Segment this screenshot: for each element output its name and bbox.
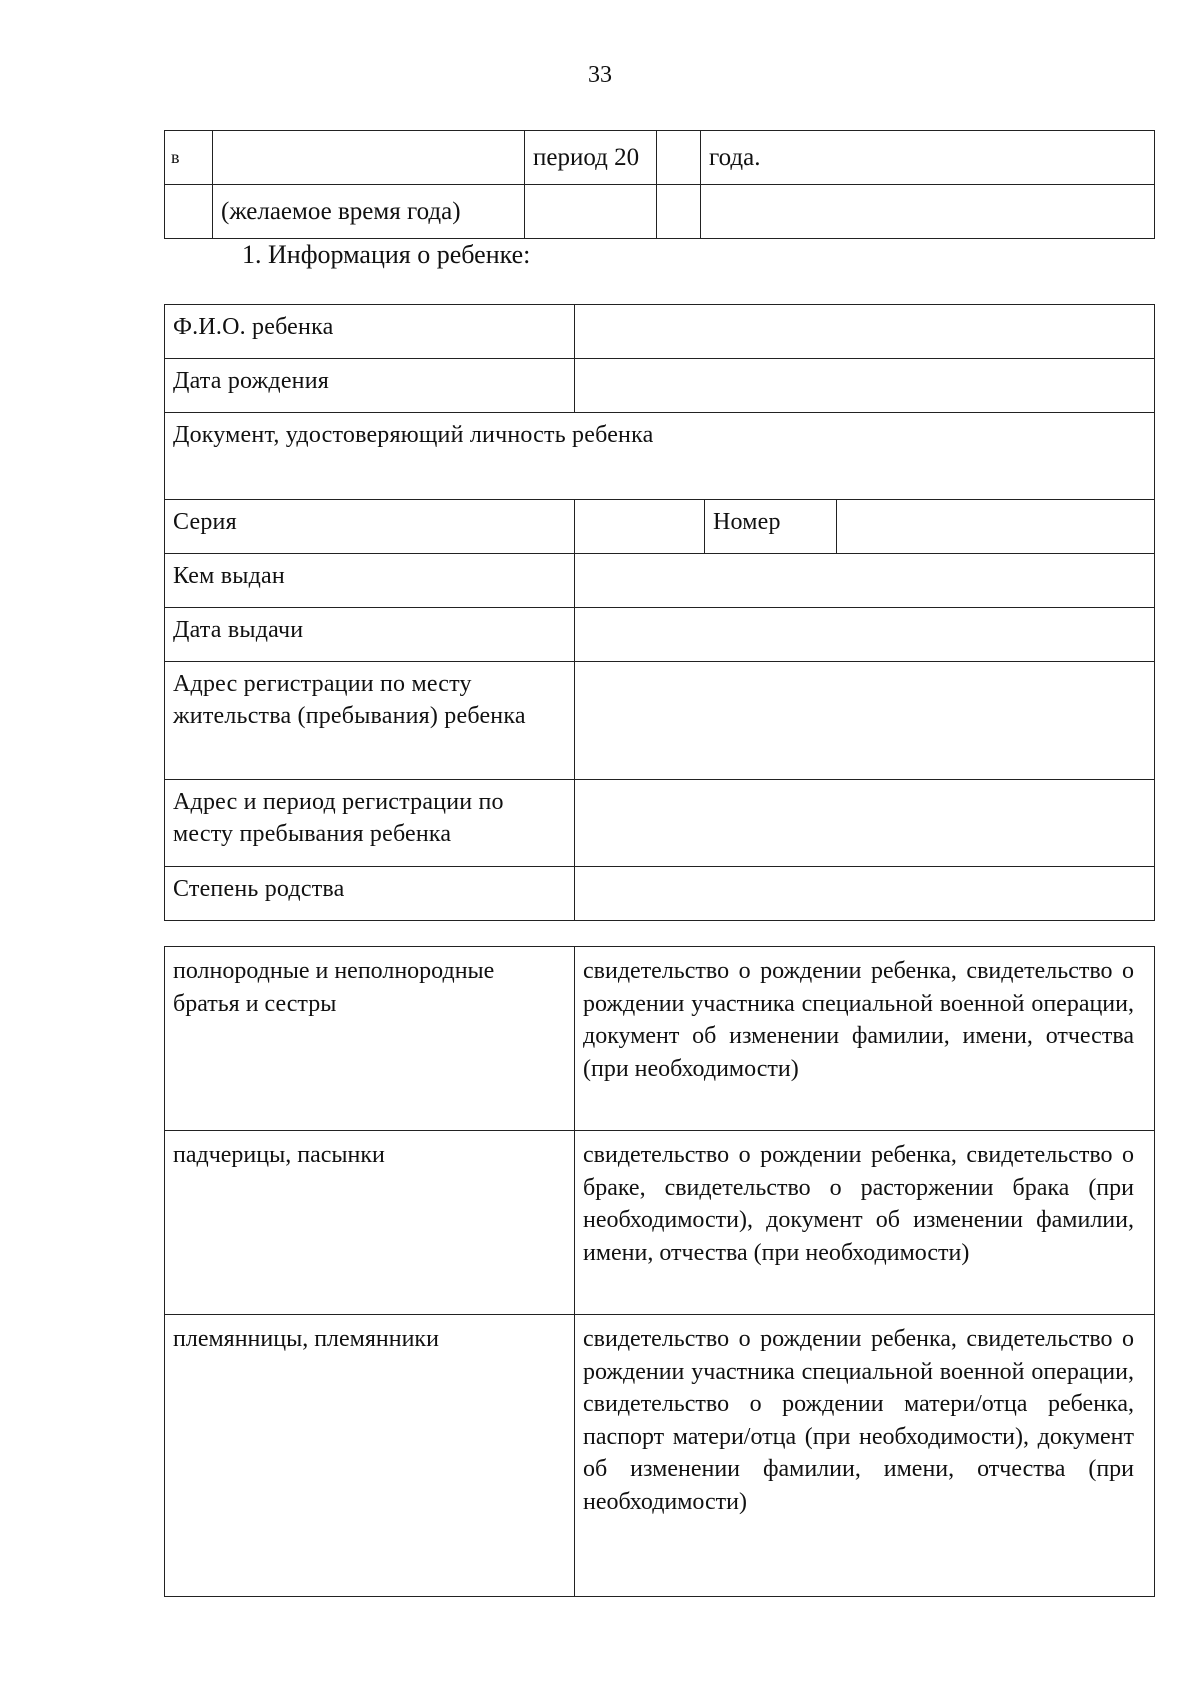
stay-address-field[interactable] <box>575 780 1155 867</box>
table-row <box>165 1315 1155 1597</box>
birth-date-row <box>165 359 1155 413</box>
documents-cell: свидетельство о рождении ребенка, свидетельство о браке, свидетельство о расторжении брака (при необходимости), документ об изменении фамилии, имени, отчества (при необходимости) <box>575 1131 1155 1315</box>
documents-cell: свидетельство о рождении ребенка, свидетельство о рождении участника специальной военной операции, документ об изменении фамилии, имени, отчества (при необходимости) <box>575 947 1155 1131</box>
fio-row <box>165 305 1155 359</box>
issued-by-label: Кем выдан <box>165 554 575 608</box>
registration-address-field[interactable] <box>575 662 1155 780</box>
stay-address-row <box>165 780 1155 867</box>
empty-cell <box>657 185 701 239</box>
empty-cell <box>165 185 213 239</box>
empty-cell <box>525 185 657 239</box>
table-row <box>165 947 1155 1131</box>
fio-field[interactable] <box>575 305 1155 359</box>
registration-address-row <box>165 662 1155 780</box>
series-label: Серия <box>165 500 575 554</box>
stay-address-label: Адрес и период регистрации по месту пребывания ребенка <box>165 780 575 867</box>
year-input-cell[interactable] <box>657 131 701 185</box>
series-number-row <box>165 500 1155 554</box>
id-document-row <box>165 413 1155 500</box>
id-document-label: Документ, удостоверяющий личность ребенка <box>165 413 1155 500</box>
relation-cell: падчерицы, пасынки <box>165 1131 575 1315</box>
child-info-table <box>164 304 1155 921</box>
empty-cell <box>701 185 1155 239</box>
issue-date-field[interactable] <box>575 608 1155 662</box>
season-hint-cell: (желаемое время года) <box>213 185 525 239</box>
table-row <box>165 1131 1155 1315</box>
kinship-row <box>165 867 1155 921</box>
registration-address-label: Адрес регистрации по месту жительства (пребывания) ребенка <box>165 662 575 780</box>
kinship-label: Степень родства <box>165 867 575 921</box>
issue-date-label: Дата выдачи <box>165 608 575 662</box>
period-hint-row <box>165 185 1155 239</box>
relation-cell: племянницы, племянники <box>165 1315 575 1597</box>
birth-date-field[interactable] <box>575 359 1155 413</box>
section-heading: 1. Информация о ребенке: <box>242 240 531 269</box>
documents-cell: свидетельство о рождении ребенка, свидетельство о рождении участника специальной военной операции, свидетельство о рождении матери/отца ребенка, паспорт матери/отца (при необходимости), документ об изменении фамилии, имени, отчества (при необходимости) <box>575 1315 1155 1597</box>
season-input-cell[interactable] <box>213 131 525 185</box>
birth-date-label: Дата рождения <box>165 359 575 413</box>
issued-by-field[interactable] <box>575 554 1155 608</box>
period-row <box>165 131 1155 185</box>
relationship-documents-table <box>164 946 1155 1597</box>
number-field[interactable] <box>837 500 1155 554</box>
period-table <box>164 130 1155 239</box>
issued-by-row <box>165 554 1155 608</box>
page-number: 33 <box>588 62 612 88</box>
kinship-field[interactable] <box>575 867 1155 921</box>
period-label-cell: период 20 <box>525 131 657 185</box>
year-suffix-cell: года. <box>701 131 1155 185</box>
fio-label: Ф.И.О. ребенка <box>165 305 575 359</box>
series-field[interactable] <box>575 500 705 554</box>
prefix-cell: в <box>165 131 213 185</box>
issue-date-row <box>165 608 1155 662</box>
number-label: Номер <box>705 500 837 554</box>
relation-cell: полнородные и неполнородные братья и сестры <box>165 947 575 1131</box>
